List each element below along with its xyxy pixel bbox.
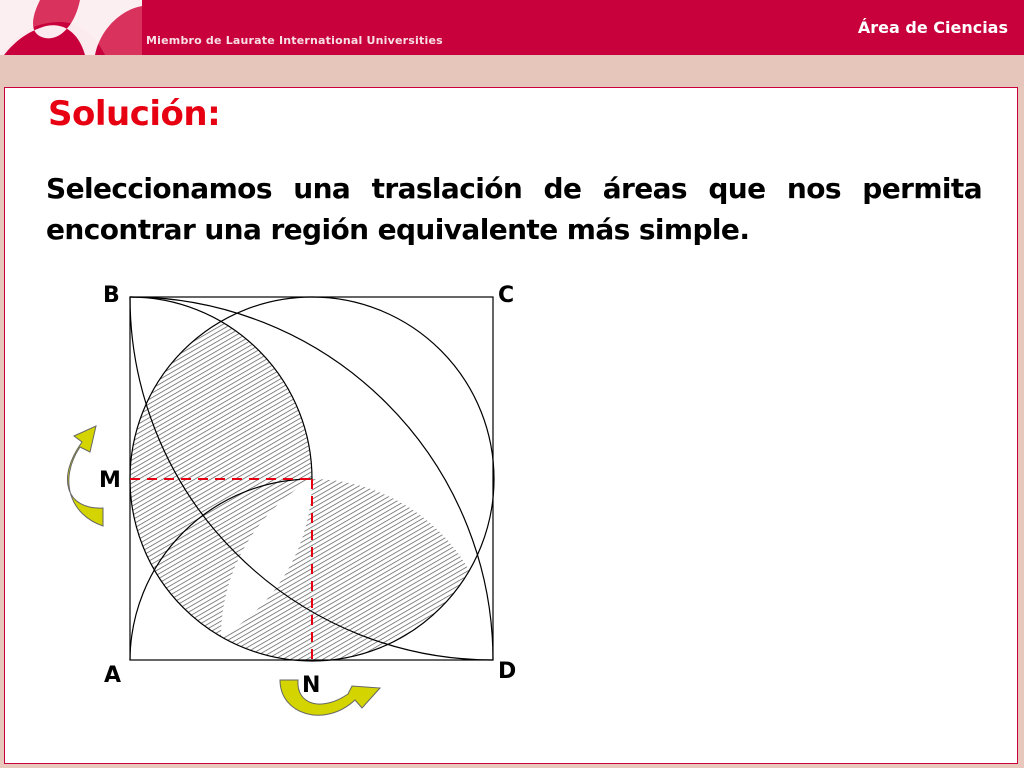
label-d: D xyxy=(498,659,517,684)
tagline: Miembro de Laurate International Universities xyxy=(146,34,443,47)
label-m: M xyxy=(99,468,121,493)
slide-paragraph: Seleccionamos una traslación de áreas que nos permita encontrar una región equivalente más simple. xyxy=(46,172,982,246)
label-c: C xyxy=(498,283,515,308)
slide-title: Solución: xyxy=(48,94,221,134)
area-label: Área de Ciencias xyxy=(857,18,1008,37)
label-b: B xyxy=(103,283,120,308)
label-n: N xyxy=(302,673,321,698)
curved-arrow-up-right-icon xyxy=(280,680,380,715)
label-a: A xyxy=(104,663,122,688)
curved-arrow-up-left-icon xyxy=(67,426,103,526)
